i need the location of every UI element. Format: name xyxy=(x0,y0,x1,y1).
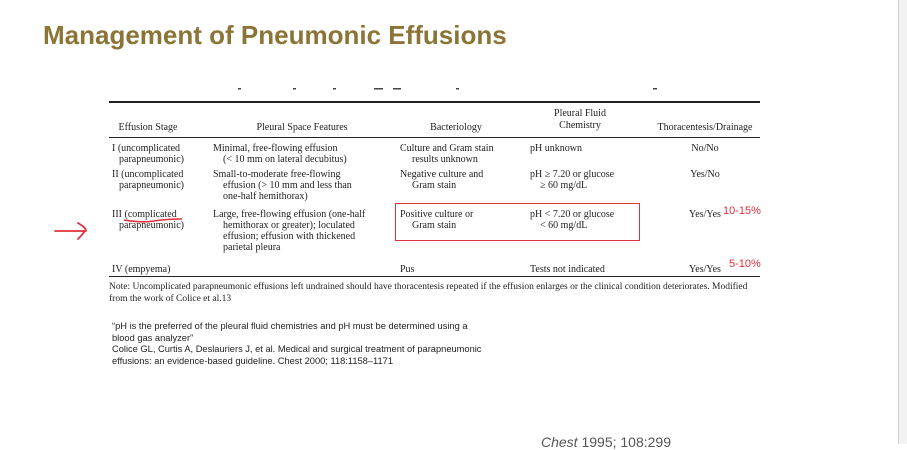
citation-line-1: Colice GL, Curtis A, Deslauriers J, et al. Medical and surgical treatment of parapneumonic xyxy=(112,344,482,354)
table-top-rule xyxy=(109,101,760,103)
handwritten-underline xyxy=(122,216,184,224)
row1-stage: I (uncomplicated parapneumonic) xyxy=(112,143,184,165)
row3-stage: III (complicated parapneumonic) xyxy=(112,209,184,231)
row2-stage: II (uncomplicated parapneumonic) xyxy=(112,169,184,191)
quote-line-1: “pH is the preferred of the pleural fluid chemistries and pH must be determined using a xyxy=(112,321,468,331)
header-bacteriology: Bacteriology xyxy=(430,122,482,133)
header-pleural-fluid-line1: Pleural Fluid xyxy=(554,108,606,119)
stage4-percent-label: 5-10% xyxy=(729,258,761,270)
row3-bacteriology: Positive culture or Gram stain xyxy=(400,209,474,231)
header-bottom-rule xyxy=(109,137,760,138)
arrow-icon xyxy=(52,220,92,240)
highlight-box-complicated xyxy=(395,203,640,241)
cropped-table-edge xyxy=(238,86,658,92)
slide-title: Management of Pneumonic Effusions xyxy=(43,20,507,50)
stage3-percent-label: 10-15% xyxy=(723,205,761,217)
citation-ref: 1995; 108:299 xyxy=(577,434,671,450)
table-note: Note: Uncomplicated parapneumonic effusions left undrained should have thoracentesis repeated if the effusion enlarges or the clinical condition deteriorates. Modified from the work of Colice et al.13 xyxy=(109,282,748,304)
header-thoracentesis-drainage: Thoracentesis/Drainage xyxy=(657,122,753,133)
source-citation xyxy=(541,434,671,450)
row2-chemistry: pH ≥ 7.20 or glucose ≥ 60 mg/dL xyxy=(530,169,615,191)
row4-chemistry: Tests not indicated xyxy=(530,264,605,275)
slide-frame-edge xyxy=(898,0,907,444)
row1-chemistry: pH unknown xyxy=(530,143,582,154)
header-pleural-space-features: Pleural Space Features xyxy=(256,122,348,133)
row1-drainage: No/No xyxy=(691,143,719,154)
row3-drainage: Yes/Yes xyxy=(689,209,721,220)
row2-drainage: Yes/No xyxy=(690,169,720,180)
row4-stage: IV (empyema) xyxy=(112,264,171,275)
row2-bacteriology: Negative culture and Gram stain xyxy=(400,169,484,191)
table-bottom-rule xyxy=(109,276,760,277)
row3-chemistry: pH < 7.20 or glucose < 60 mg/dL xyxy=(530,209,615,231)
citation-line-2: effusions: an evidence-based guideline. Chest 2000; 118:1158–1171 xyxy=(112,355,394,366)
row1-bacteriology: Culture and Gram stain results unknown xyxy=(400,143,494,165)
quote-line-2: blood gas analyzer” xyxy=(112,332,194,343)
row2-features: Small-to-moderate free-flowing effusion (> 10 mm and less than one-half hemithorax) xyxy=(213,169,352,202)
header-effusion-stage: Effusion Stage xyxy=(118,122,178,133)
row3-features: Large, free-flowing effusion (one-half hemithorax or greater); loculated effusion; effusion with thickened parietal pleura xyxy=(213,209,366,253)
row1-features: Minimal, free-flowing effusion (< 10 mm on lateral decubitus) xyxy=(213,143,347,165)
citation-journal: Chest xyxy=(541,434,578,450)
row4-drainage: Yes/Yes xyxy=(689,264,721,275)
header-chemistry-line2: Chemistry xyxy=(559,120,601,131)
quote-block xyxy=(112,321,542,367)
row4-bacteriology: Pus xyxy=(400,264,415,275)
